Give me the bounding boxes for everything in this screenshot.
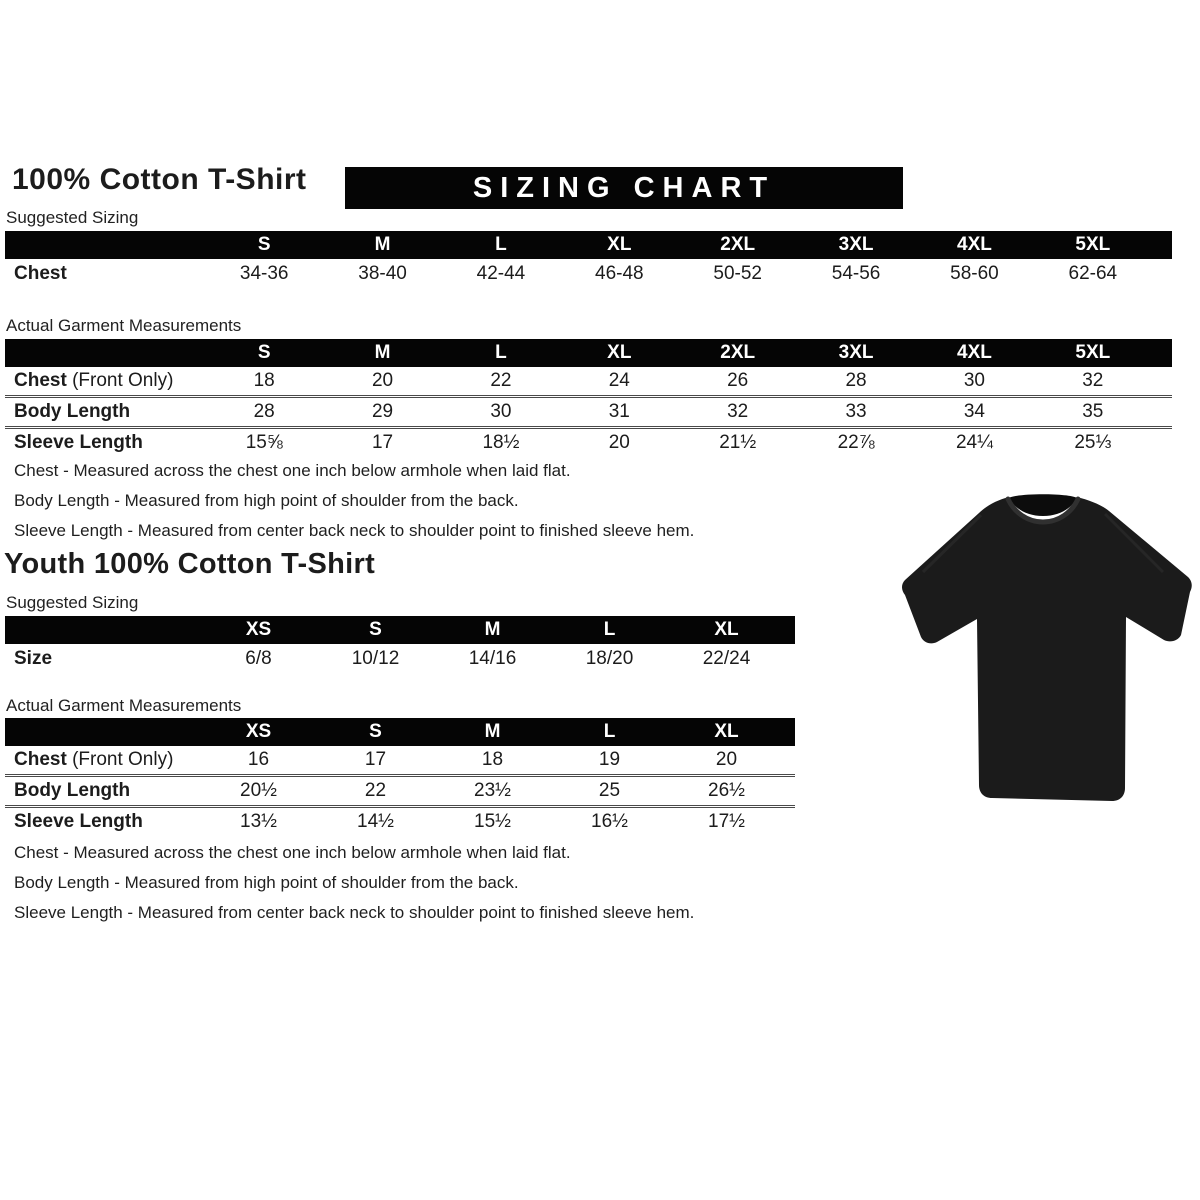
- column-header: XL: [714, 721, 739, 742]
- cell: 22: [364, 780, 387, 801]
- adult-measurement-notes: [14, 460, 694, 550]
- adult-actual-measurements-table: [5, 339, 1172, 457]
- cell: 22⅞: [837, 432, 875, 453]
- note-sleeve-length: Sleeve Length - Measured from center back neck to shoulder point to finished sleeve hem.: [14, 903, 695, 922]
- cell: 17: [364, 749, 387, 770]
- column-header: M: [484, 721, 501, 742]
- column-header: 4XL: [957, 342, 992, 363]
- cell: 19: [598, 749, 621, 770]
- cell: 26½: [708, 780, 745, 801]
- column-header: L: [495, 342, 507, 363]
- column-header: S: [369, 721, 382, 742]
- cell: 30: [963, 370, 985, 391]
- cell: 22: [490, 370, 512, 391]
- note-body-length: Body Length - Measured from high point of shoulder from the back.: [14, 491, 519, 510]
- cell: 25⅓: [1074, 432, 1112, 453]
- cell: 6/8: [245, 648, 272, 669]
- note-chest: Chest - Measured across the chest one inch below armhole when laid flat.: [14, 843, 571, 862]
- cell: 20: [371, 370, 394, 391]
- black-tshirt-image: [893, 480, 1193, 810]
- cell: 23½: [474, 780, 511, 801]
- youth-actual-measurements-label: Actual Garment Measurements: [6, 696, 242, 715]
- cell: 24¼: [955, 432, 993, 453]
- tshirt-photo: [893, 480, 1193, 810]
- cell: 10/12: [351, 648, 400, 669]
- column-header: 2XL: [720, 234, 756, 255]
- cell: 15½: [474, 811, 511, 832]
- column-header: 5XL: [1075, 342, 1111, 363]
- cell: 20½: [240, 780, 277, 801]
- column-header: XL: [607, 234, 632, 255]
- cell: 18: [481, 749, 504, 770]
- row-label: Sleeve Length: [14, 811, 143, 832]
- cell: 22/24: [702, 648, 751, 669]
- youth-actual-measurements-table: [5, 718, 795, 836]
- cell: 16½: [591, 811, 628, 832]
- column-header: L: [495, 234, 507, 255]
- table-row: [5, 426, 1172, 457]
- cell: 42-44: [476, 263, 526, 284]
- column-header: S: [257, 234, 271, 255]
- column-header: S: [369, 619, 382, 640]
- cell: 35: [1082, 401, 1104, 422]
- column-header: M: [374, 342, 391, 363]
- table-row: [5, 259, 1172, 289]
- table-row: [5, 746, 795, 774]
- table-header-row: [5, 718, 795, 746]
- table-row: [5, 805, 795, 836]
- note-body-length: Body Length - Measured from high point of shoulder from the back.: [14, 873, 519, 892]
- cell: 50-52: [713, 263, 762, 284]
- column-header: M: [484, 619, 501, 640]
- cell: 29: [371, 401, 394, 422]
- cell: 14½: [357, 811, 394, 832]
- table-row: [5, 644, 795, 674]
- cell: 18: [253, 370, 275, 391]
- adult-actual-measurements-label: Actual Garment Measurements: [6, 316, 242, 335]
- cell: 33: [845, 401, 867, 422]
- note-chest: Chest - Measured across the chest one inch below armhole when laid flat.: [14, 461, 571, 480]
- cell: 14/16: [468, 648, 517, 669]
- cell: 46-48: [595, 263, 644, 284]
- cell: 18½: [482, 432, 520, 453]
- cell: 32: [1082, 370, 1104, 391]
- column-header: M: [374, 234, 391, 255]
- cell: 13½: [240, 811, 277, 832]
- column-header: 2XL: [720, 342, 756, 363]
- youth-suggested-sizing-table: [5, 616, 795, 674]
- cell: 32: [727, 401, 749, 422]
- row-label: Size: [14, 648, 53, 669]
- cell: 58-60: [950, 263, 999, 284]
- table-row: [5, 367, 1172, 395]
- cell: 34-36: [239, 263, 289, 284]
- cell: 28: [253, 401, 275, 422]
- cell: 20: [715, 749, 738, 770]
- cell: 38-40: [358, 263, 407, 284]
- cell: 20: [608, 432, 630, 453]
- cell: 17½: [708, 811, 745, 832]
- column-header: L: [603, 619, 616, 640]
- banner-label: SIZING CHART: [472, 171, 776, 204]
- table-row: [5, 395, 1172, 426]
- page-title: 100% Cotton T-Shirt: [12, 163, 307, 196]
- cell: 17: [371, 432, 394, 453]
- column-header: XL: [714, 619, 739, 640]
- row-label: Sleeve Length: [14, 432, 143, 453]
- column-header: 4XL: [957, 234, 992, 255]
- cell: 24: [608, 370, 630, 391]
- cell: 21½: [719, 432, 757, 453]
- row-label: Chest (Front Only): [14, 370, 174, 391]
- column-header: XL: [607, 342, 632, 363]
- table-header-row: [5, 231, 1172, 259]
- column-header: 3XL: [838, 342, 874, 363]
- youth-measurement-notes: [14, 842, 694, 932]
- table-header-row: [5, 339, 1172, 367]
- table-header-row: [5, 616, 795, 644]
- cell: 18/20: [585, 648, 634, 669]
- cell: 30: [490, 401, 512, 422]
- cell: 16: [247, 749, 270, 770]
- cell: 62-64: [1068, 263, 1118, 284]
- cell: 34: [963, 401, 985, 422]
- row-label: Body Length: [14, 401, 131, 422]
- row-label: Chest: [14, 263, 67, 284]
- row-label: Body Length: [14, 780, 131, 801]
- note-sleeve-length: Sleeve Length - Measured from center back neck to shoulder point to finished sleeve hem.: [14, 521, 695, 540]
- sizing-chart-banner: [345, 167, 903, 209]
- cell: 31: [608, 401, 630, 422]
- column-header: 3XL: [838, 234, 874, 255]
- row-label: Chest (Front Only): [14, 749, 174, 770]
- cell: 26: [727, 370, 749, 391]
- adult-suggested-sizing-label: Suggested Sizing: [6, 208, 139, 227]
- column-header: S: [257, 342, 271, 363]
- adult-suggested-sizing-table: [5, 231, 1172, 289]
- cell: 54-56: [831, 263, 881, 284]
- table-row: [5, 774, 795, 805]
- cell: 28: [845, 370, 867, 391]
- youth-suggested-sizing-label: Suggested Sizing: [6, 593, 139, 612]
- youth-section-title: Youth 100% Cotton T-Shirt: [4, 548, 376, 580]
- column-header: L: [603, 721, 616, 742]
- cell: 15⅝: [245, 432, 283, 453]
- column-header: 5XL: [1075, 234, 1111, 255]
- column-header: XS: [245, 721, 272, 742]
- column-header: XS: [245, 619, 272, 640]
- cell: 25: [598, 780, 621, 801]
